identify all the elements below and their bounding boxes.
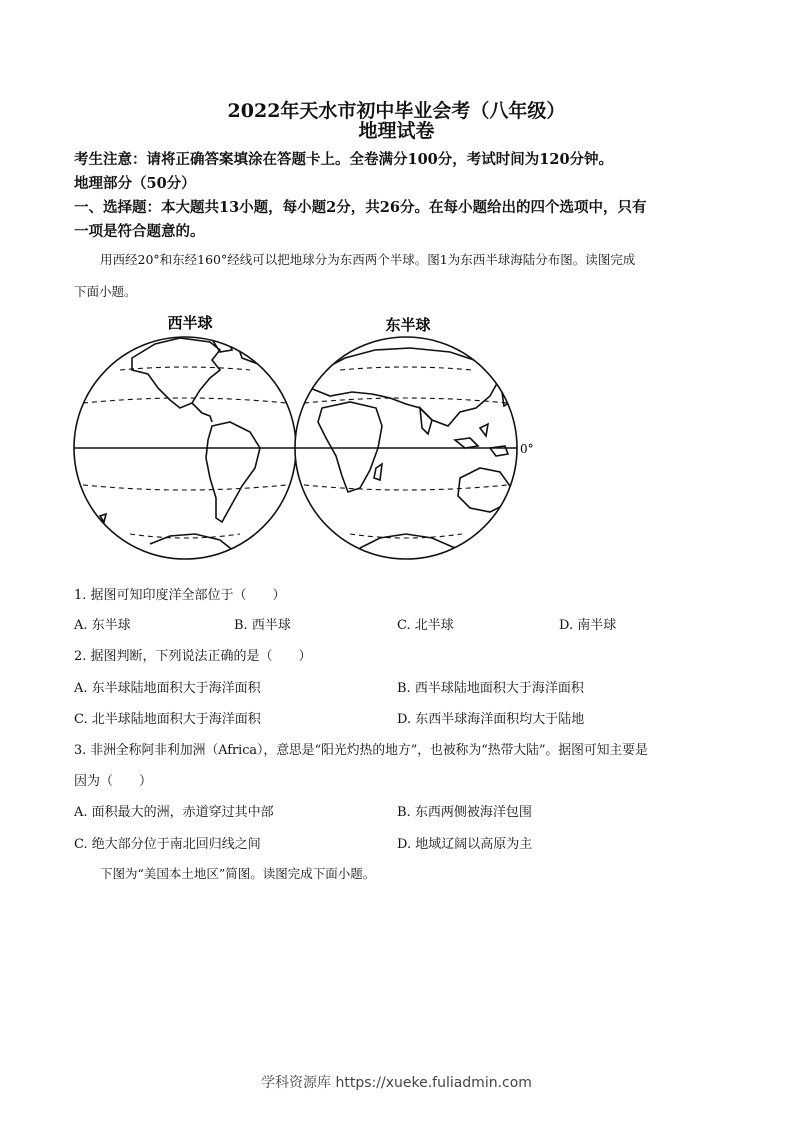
question-2-option-d[interactable]: D. 东西半球海洋面积均大于陆地 xyxy=(397,712,585,727)
question-1-option-b[interactable]: B. 西半球 xyxy=(234,618,291,633)
question-3-stem-line2: 因为（ ） xyxy=(74,774,153,789)
footer-watermark: 学科资源库 https://xueke.fuliadmin.com xyxy=(261,1075,532,1091)
question-2-option-a[interactable]: A. 东半球陆地面积大于海洋面积 xyxy=(74,681,261,696)
question-3-option-b[interactable]: B. 东西两侧被海洋包围 xyxy=(397,805,532,820)
east-hemisphere-label: 东半球 xyxy=(385,316,431,334)
intro-line1: 用西经20°和东经160°经线可以把地球分为东西两个半球。图1为东西半球海陆分布图。读图完成 xyxy=(100,252,636,267)
west-hemisphere-label: 西半球 xyxy=(167,314,213,332)
next-figure-intro: 下图为“美国本土地区”简图。读图完成下面小题。 xyxy=(100,866,376,881)
question-1-option-c[interactable]: C. 北半球 xyxy=(397,618,454,633)
section-header: 地理部分（50分） xyxy=(74,175,196,192)
question-3-stem-line1: 3. 非洲全称阿非利加洲（Africa），意思是“阳光灼热的地方”，也被称为“热带大陆”。据图可知主要是 xyxy=(74,743,648,758)
question-1-stem: 1. 据图可知印度洋全部位于（ ） xyxy=(74,588,286,603)
page-subtitle: 地理试卷 xyxy=(358,120,435,142)
question-1-option-a[interactable]: A. 东半球 xyxy=(74,618,131,633)
page-title: 2022年天水市初中毕业会考（八年级） xyxy=(227,100,566,122)
hemisphere-map-figure xyxy=(60,308,560,574)
question-2-option-b[interactable]: B. 西半球陆地面积大于海洋面积 xyxy=(397,681,584,696)
question-2-stem: 2. 据图判断，下列说法正确的是（ ） xyxy=(74,649,312,664)
question-3-option-d[interactable]: D. 地域辽阔以高原为主 xyxy=(397,837,533,852)
exam-notice: 考生注意：请将正确答案填涂在答题卡上。全卷满分100分，考试时间为120分钟。 xyxy=(74,151,614,168)
part1-instructions-line2: 一项是符合题意的。 xyxy=(74,223,205,240)
question-2-option-c[interactable]: C. 北半球陆地面积大于海洋面积 xyxy=(74,712,261,727)
intro-line2: 下面小题。 xyxy=(74,284,137,299)
equator-label: 0° xyxy=(520,442,534,456)
question-3-option-c[interactable]: C. 绝大部分位于南北回归线之间 xyxy=(74,837,261,852)
part1-instructions-line1: 一、选择题：本大题共13小题，每小题2分，共26分。在每小题给出的四个选项中，只有 xyxy=(74,199,647,216)
question-1-option-d[interactable]: D. 南半球 xyxy=(559,618,617,633)
question-3-option-a[interactable]: A. 面积最大的洲，赤道穿过其中部 xyxy=(74,805,274,820)
